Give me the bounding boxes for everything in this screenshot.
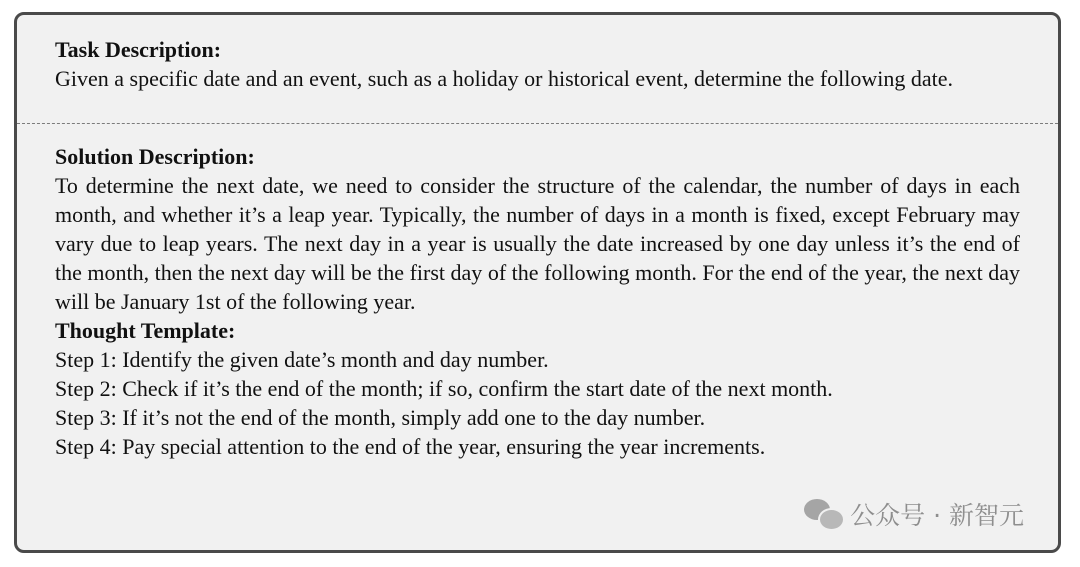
task-heading: Task Description: <box>55 37 222 62</box>
task-body: Given a specific date and an event, such as a holiday or historical event, determine the following date. <box>55 66 954 91</box>
watermark <box>804 496 1024 532</box>
task-section <box>17 15 1058 123</box>
watermark-text: 公众号 · 新智元 <box>850 501 1024 530</box>
step-item: Step 4: Pay special attention to the end of the year, ensuring the year increments. <box>55 434 766 459</box>
wechat-icon <box>804 499 842 529</box>
step-item: Step 2: Check if it’s the end of the month; if so, confirm the start date of the next month. <box>55 376 833 401</box>
solution-section <box>17 124 1058 461</box>
step-item: Step 3: If it’s not the end of the month, simply add one to the day number. <box>55 405 706 430</box>
steps-list <box>55 345 1020 461</box>
template-heading: Thought Template: <box>55 318 236 343</box>
solution-body: To determine the next date, we need to consider the structure of the calendar, the number of days in each month, and whether it’s a leap year. Typically, the number of days in a month is fixed, except February may vary due to leap years. The next day in a year is usually the date increased by one day unless it’s the end of the month, then the next day will be the first day of the following month. For the end of the year, the next day will be January 1st of the following year. <box>55 173 1020 314</box>
step-item: Step 1: Identify the given date’s month and day number. <box>55 347 549 372</box>
solution-heading: Solution Description: <box>55 144 255 169</box>
template-card <box>14 12 1061 553</box>
